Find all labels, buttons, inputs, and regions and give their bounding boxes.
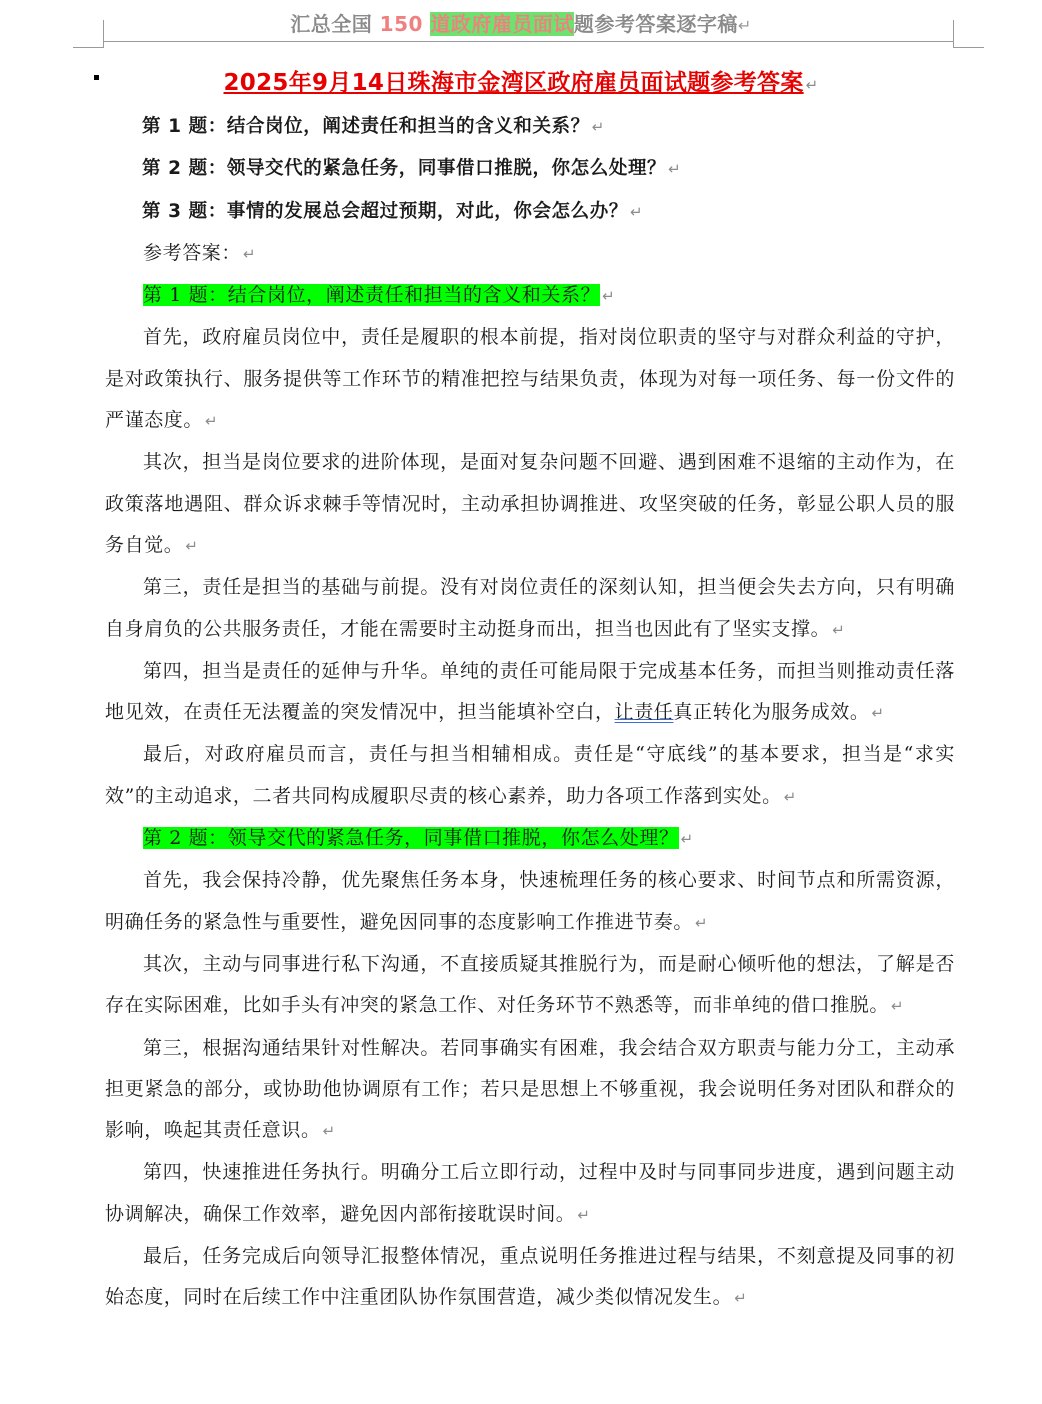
question-3-text: 第 3 题：事情的发展总会超过预期，对此，你会怎么办？: [142, 200, 628, 222]
answer-label: [105, 233, 955, 275]
return-mark-icon: ↵: [243, 244, 257, 263]
question-2: [105, 148, 955, 190]
question-2-text: 第 2 题：领导交代的紧急任务，同事借口推脱，你怎么处理？: [142, 158, 667, 180]
grammar-marked-text[interactable]: 让责任: [614, 701, 674, 724]
q1-paragraph-1: [105, 317, 955, 442]
paragraph-text: 真正转化为服务成效。: [673, 701, 870, 724]
q2-heading-text: 第 2 题：领导交代的紧急任务，同事借口推脱，你怎么处理？: [143, 827, 679, 850]
return-mark-icon: ↵: [577, 1205, 591, 1224]
q2-paragraph-1: [105, 860, 955, 944]
return-mark-icon: ↵: [205, 412, 219, 431]
return-mark-icon: ↵: [734, 1289, 748, 1308]
question-1: [105, 106, 955, 148]
q2-paragraph-4: [105, 1152, 955, 1236]
return-mark-icon: ↵: [185, 536, 199, 555]
crop-mark-right-vertical: [953, 20, 954, 48]
header-suffix: 题参考答案逐字稿: [573, 12, 738, 36]
crop-mark-right-horizontal: [954, 47, 984, 48]
crop-mark-left-horizontal: [73, 47, 103, 48]
return-mark-icon: ↵: [891, 997, 905, 1016]
return-mark-icon: ↵: [695, 913, 709, 932]
return-mark-icon: ↵: [602, 287, 616, 306]
return-mark-icon: ↵: [591, 118, 605, 136]
return-mark-icon: ↵: [629, 202, 644, 221]
paragraph-text: 最后，任务完成后向领导汇报整体情况，重点说明任务推进过程与结果，不刻意提及同事的初始态度，同时在后续工作中注重团队协作氛围营造，减少类似情况发生。: [105, 1245, 955, 1309]
header-highlight: 道政府雇员面试: [430, 12, 574, 36]
paragraph-text: 首先，我会保持冷静，优先聚焦任务本身，快速梳理任务的核心要求、时间节点和所需资源，明确任务的紧急性与重要性，避免因同事的态度影响工作推进节奏。: [105, 869, 955, 933]
paragraph-text: 第三，责任是担当的基础与前提。没有对岗位责任的深刻认知，担当便会失去方向，只有明确自身肩负的公共服务责任，才能在需要时主动挺身而出，担当也因此有了坚实支撑。: [105, 576, 955, 640]
return-mark-icon: ↵: [832, 620, 846, 639]
return-mark-icon: ↵: [668, 160, 682, 179]
q1-heading: [105, 275, 955, 317]
return-mark-icon: ↵: [680, 830, 694, 849]
q1-paragraph-5: [105, 734, 955, 818]
crop-mark-left-vertical: [103, 20, 104, 48]
paragraph-text: 其次，主动与同事进行私下沟通，不直接质疑其推脱行为，而是耐心倾听他的想法，了解是否存在实际困难，比如手头有冲突的紧急工作、对任务环节不熟悉等，而非单纯的借口推脱。: [105, 952, 955, 1017]
document-body: [105, 106, 955, 1320]
q1-paragraph-3: [105, 567, 955, 651]
question-1-text: 第 1 题：结合岗位，阐述责任和担当的含义和关系？: [142, 116, 590, 137]
header-number: 150: [379, 12, 423, 36]
title-text: 2025年9月14日珠海市金湾区政府雇员面试题参考答案: [223, 70, 804, 96]
document-header: [0, 8, 1042, 37]
header-prefix: 汇总全国: [290, 12, 373, 36]
paragraph-text: 第四，快速推进任务执行。明确分工后立即行动，过程中及时与同事同步进度，遇到问题主动协调解决，确保工作效率，避免因内部衔接耽误时间。: [105, 1161, 955, 1225]
document-title: [0, 64, 1042, 97]
paragraph-text: 第三，根据沟通结果针对性解决。若同事确实有困难，我会结合双方职责与能力分工，主动承担更紧急的部分，或协助他协调原有工作；若只是思想上不够重视，我会说明任务对团队和群众的影响，唤起其责任意识。: [105, 1036, 955, 1142]
return-mark-icon: ↵: [871, 704, 885, 723]
q2-heading: [105, 818, 955, 860]
paragraph-text: 最后，对政府雇员而言，责任与担当相辅相成。责任是“守底线”的基本要求，担当是“求实效”的主动追求，二者共同构成履职尽责的核心素养，助力各项工作落到实处。: [105, 743, 955, 807]
return-mark-icon: ↵: [805, 76, 819, 94]
paragraph-text: 其次，担当是岗位要求的进阶体现，是面对复杂问题不回避、遇到困难不退缩的主动作为，在政策落地遇阻、群众诉求棘手等情况时，主动承担协调推进、攻坚突破的任务，彰显公职人员的服务自觉。: [105, 451, 955, 556]
answer-label-text: 参考答案：: [143, 241, 242, 264]
q2-paragraph-2: [105, 944, 955, 1028]
return-mark-icon: ↵: [783, 787, 797, 806]
return-mark-icon: ↵: [322, 1122, 336, 1141]
q2-paragraph-5: [105, 1236, 955, 1320]
question-3: [105, 191, 955, 233]
q1-paragraph-4: [105, 651, 955, 735]
q1-heading-text: 第 1 题：结合岗位，阐述责任和担当的含义和关系？: [143, 284, 601, 307]
header-rule: [103, 41, 953, 42]
q1-paragraph-2: [105, 442, 955, 567]
paragraph-text: 第四，担当是责任的延伸与升华。单纯的责任可能局限于完成基本任务，而担当则推动责任落地见效，在责任无法覆盖的突发情况中，担当能填补空白，: [105, 659, 955, 724]
return-mark-icon: ↵: [737, 16, 752, 35]
q2-paragraph-3: [105, 1028, 955, 1153]
paragraph-text: 首先，政府雇员岗位中，责任是履职的根本前提，指对岗位职责的坚守与对群众利益的守护，是对政策执行、服务提供等工作环节的精准把控与结果负责，体现为对每一项任务、每一份文件的严谨态度。: [105, 326, 955, 432]
